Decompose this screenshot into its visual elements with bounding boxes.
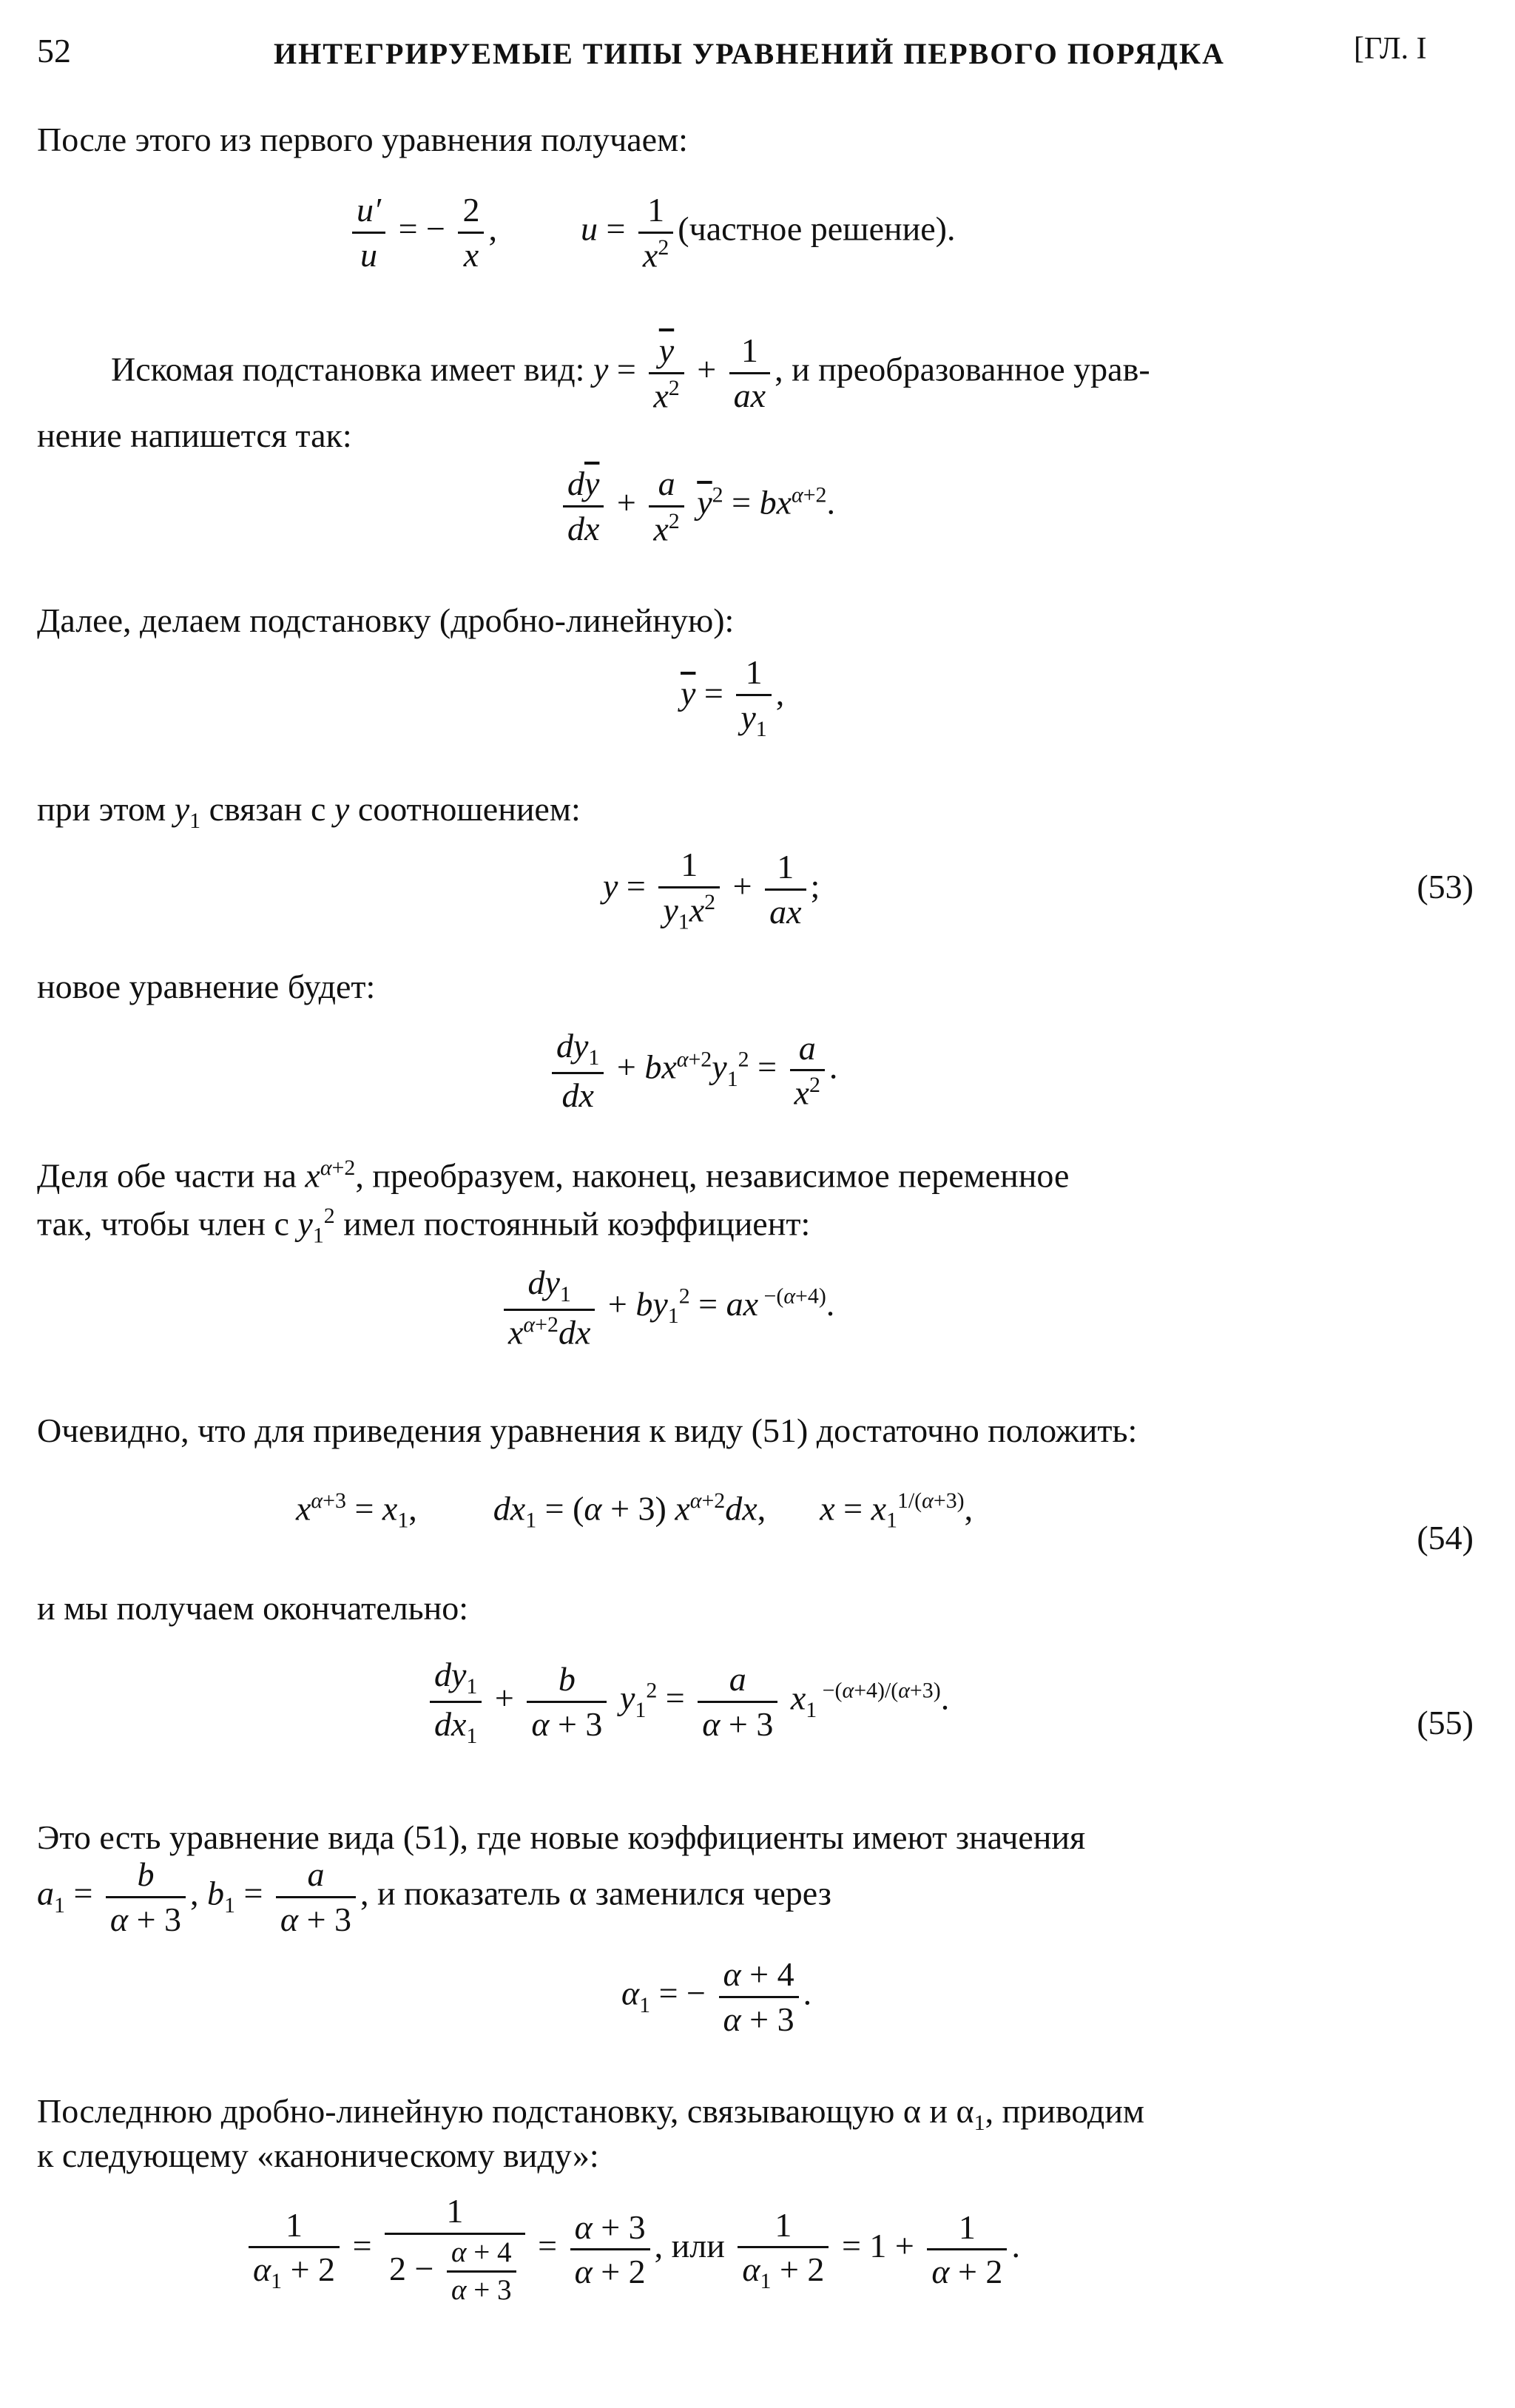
- word-ili: или: [671, 2227, 725, 2265]
- equation-transformed: $\frac{d\overline{y}}{dx}$ + $\frac{a}{x^2}$ $\overline{y}^2 = bx^{\alpha+2}$.: [559, 462, 835, 550]
- paragraph-6-line-2: так, чтобы член с $y_1^2$ имел постоянный коэффициент:: [37, 1204, 811, 1248]
- page-number: 52: [37, 32, 71, 70]
- paragraph-10c: к следующему «каноническому виду»:: [37, 2136, 599, 2174]
- paragraph-10b: , приводим: [985, 2092, 1145, 2130]
- paragraph-8: и мы получаем окончательно:: [37, 1589, 469, 1627]
- paragraph-2a: Искомая подстановка имеет вид:: [111, 350, 585, 388]
- equation-alpha1: $\alpha_1$ = − $\frac{\alpha + 4}{\alpha + 3}$ .: [621, 1953, 812, 2040]
- running-title: ИНТЕГРИРУЕМЫЕ ТИПЫ УРАВНЕНИЙ ПЕРВОГО ПОРЯДКА: [274, 37, 1225, 70]
- paragraph-2c: нение напишется так:: [37, 416, 352, 454]
- equation-ybar: $\overline{y}$ = $\frac{1}{y_1}$ ,: [681, 651, 784, 743]
- equation-55: $\frac{dy_1}{dx_1}$ + $\frac{b}{\alpha + 3}$ $y_1^2$ = $\frac{a}{\alpha + 3}$ $x_1$ $^{-(\alpha+4)/(\alpha+3)}$.: [425, 1653, 949, 1750]
- paragraph-3: Далее, делаем подстановку (дробно-линейную):: [37, 601, 735, 639]
- paragraph-10a: Последнюю дробно-линейную подстановку, связывающую α и α: [37, 2092, 974, 2130]
- paragraph-2b: , и преобразованное урав-: [775, 350, 1150, 388]
- paragraph-4: при этом $y_1$ связан с y соотношением:: [37, 790, 581, 834]
- paragraph-7: Очевидно, что для приведения уравнения к виду (51) достаточно положить:: [37, 1412, 1138, 1449]
- paragraph-9b: , и показатель α заменился через: [360, 1874, 831, 1912]
- paragraph-6a: Деля обе части на: [37, 1156, 297, 1195]
- paragraph-6d: имел постоянный коэффициент:: [343, 1204, 811, 1243]
- equation-number-54: (54): [1417, 1519, 1474, 1557]
- paragraph-4b: связан с: [209, 790, 326, 828]
- equation-53: y = $\frac{1}{y_1x^2}$ + $\frac{1}{ax}$ ;: [603, 843, 820, 935]
- equation-number-55: (55): [1417, 1704, 1474, 1741]
- chapter-ref: [ГЛ. I: [1354, 32, 1427, 66]
- equation-u: $\frac{u'}{u}$ = − $\frac{2}{x}$ , u = $\frac{1}{x^2}$ (частное решение).: [348, 189, 956, 276]
- paragraph-6b: , преобразуем, наконец, независимое переменное: [355, 1156, 1070, 1195]
- paragraph-4c: соотношением:: [357, 790, 581, 828]
- equation-number-53: (53): [1417, 868, 1474, 905]
- paragraph-10-line-1: Последнюю дробно-линейную подстановку, связывающую α и $\alpha_1$, приводим: [37, 2092, 1145, 2136]
- equation-54: $x^{\alpha+3} = x_1$, $dx_1 = (\alpha + 3)$ $x^{\alpha+2}dx$, $x = x_1^{1/(\alpha+3)}$,: [296, 1488, 974, 1533]
- paragraph-2-line-1: Искомая подстановка имеет вид: y = $\frac{\overline{y}}{x^2}$ + $\frac{1}{ax}$ , и преобразованное урав-: [111, 329, 1150, 416]
- paragraph-5: новое уравнение будет:: [37, 968, 376, 1005]
- paragraph-6-line-1: Деля обе части на $x^{\alpha+2}$, преобразуем, наконец, независимое переменное: [37, 1156, 1070, 1195]
- equation-canonical: $\frac{1}{\alpha_1 + 2}$ = 1 2 − $\frac{\alpha + 4}{\alpha + 3}$ = $\frac{\alpha + 3}{\alpha + 2}$ , или $\frac{1}{\alpha_1 + 2}$ = 1 + $\frac{1}{\alpha + 2}$ .: [244, 2190, 1020, 2309]
- paragraph-9-line-2: $a_1$ = $\frac{b}{\alpha + 3}$ , $b_1$ = $\frac{a}{\alpha + 3}$ , и показатель α заменился через: [37, 1853, 831, 1940]
- paragraph-6c: так, чтобы член с: [37, 1204, 289, 1243]
- equation-normalized: $\frac{dy_1}{x^{\alpha+2}dx}$ + $by_1^2$ = ax $^{-(\alpha+4)}$.: [499, 1261, 834, 1353]
- equation-new: $\frac{dy_1}{dx}$ + $bx^{\alpha+2}y_1^2$ = $\frac{a}{x^2}$ .: [547, 1025, 837, 1116]
- paragraph-1: После этого из первого уравнения получаем:: [37, 121, 688, 158]
- paragraph-9a: Это есть уравнение вида (51), где новые коэффициенты имеют значения: [37, 1818, 1086, 1856]
- paragraph-4a: при этом: [37, 790, 166, 828]
- particular-solution-label: (частное решение).: [678, 209, 956, 248]
